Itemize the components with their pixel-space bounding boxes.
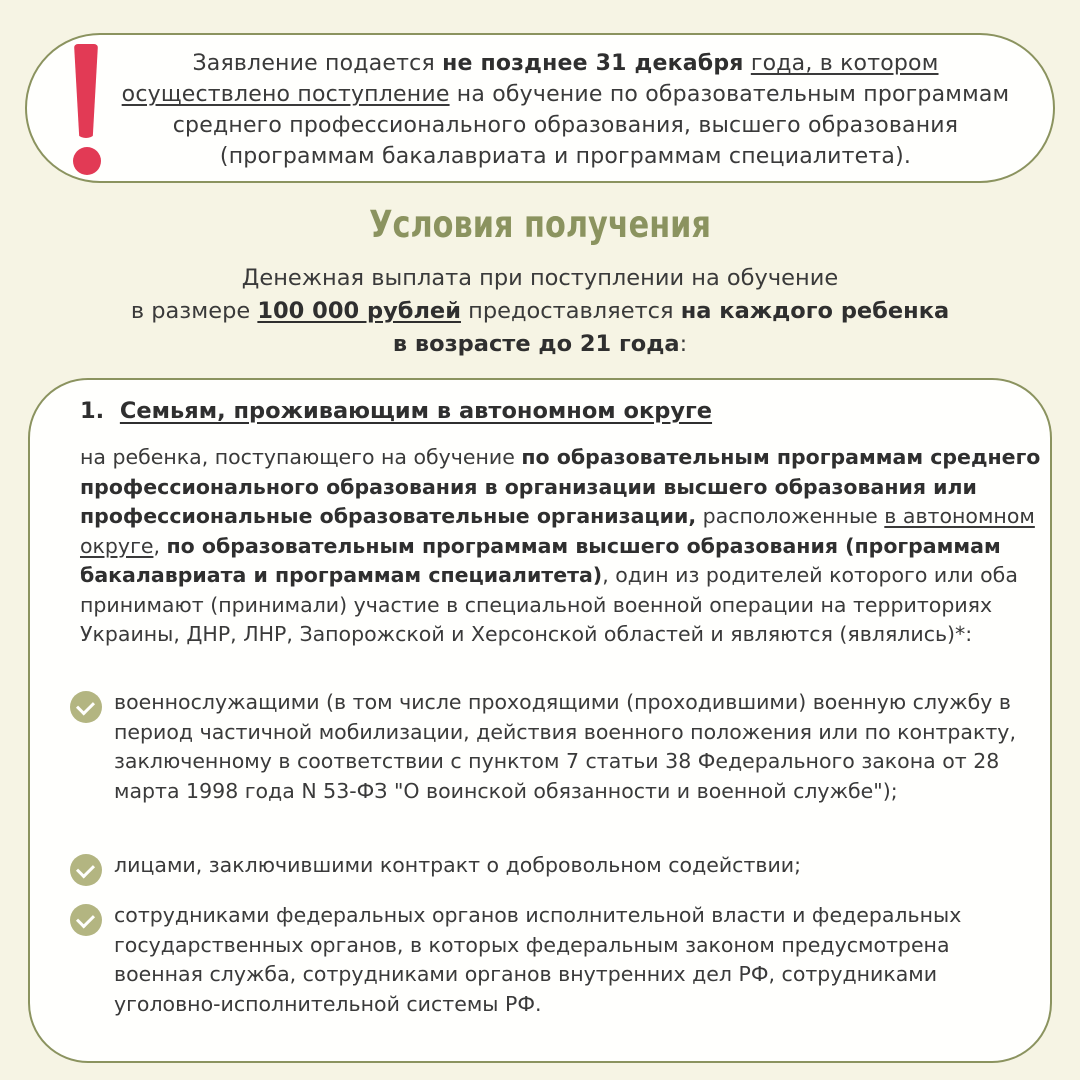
condition-title-text: Семьям, проживающим в автономном округе [119,398,713,424]
bullet-text: лицами, заключившими контракт о добровольном содействии; [114,853,802,877]
notice-deadline: не позднее 31 декабря [442,51,744,76]
intro-line1: Денежная выплата при поступлении на обучение [241,265,839,291]
section-heading: Условия получения [369,203,711,246]
intro-part: предоставляется [460,298,681,324]
bullet-text: военнослужащими (в том числе проходящими (проходившими) военную службу в период частичной мобилизации, действия военного положения или по контракту, заключенному в соответствии с пунктом 7 статьи 38 Федерального закона от 28 марта 1998 года N 53-ФЗ "О воинской обязанности и военной службе"); [114,690,1016,803]
condition-title [80,398,712,424]
check-circle-icon [70,904,102,936]
desc-part: , один из родителей которого или оба принимают (принимали) участие в специальной военной операции на территориях Украины, ДНР, ЛНР, Запорожской и Херсонской областей и являются (являлись)*: [80,563,1018,646]
desc-region: в автономном округе [80,504,1035,558]
exclamation-bar [74,44,98,138]
intro-amount: 100 000 рублей [257,298,461,324]
notice-rest: на обучение по образовательным программам среднего профессионального образования, высшего образования (программам бакалавриата и программам специалитета). [172,82,1010,169]
notice-text [108,48,1023,172]
condition-number: 1. [80,398,105,424]
notice-part: Заявление подается [192,51,443,76]
desc-part: , [153,533,167,558]
intro-age: в возрасте до 21 года [392,331,680,357]
exclamation-icon [70,44,106,174]
intro-part: в размере [130,298,258,324]
bullet-text: сотрудниками федеральных органов исполнительной власти и федеральных государственных органов, в которых федеральным законом предусмотрена военная служба, сотрудниками органов внутренних дел РФ, сотрудниками уголовно-исполнительной системы РФ. [114,903,962,1016]
intro-each-child: на каждого ребенка [680,298,950,324]
check-circle-icon [70,854,102,886]
notice-underlined: года, в котором осуществлено поступление [121,51,939,107]
intro-colon: : [679,331,688,357]
desc-programs: по образовательным программам среднего профессионального образования в организации высшего образования или профессиональные образовательные организации, [80,445,1041,528]
condition-description [80,443,1050,650]
desc-part: расположенные [696,504,885,528]
check-circle-icon [70,691,102,723]
intro-text [40,262,1040,361]
desc-part: на ребенка, поступающего на обучение [80,445,522,469]
exclamation-dot [73,147,101,175]
notice-space [744,51,751,76]
desc-higher-ed: по образовательным программам высшего образования (программам бакалавриата и программам специалитета) [80,533,1001,587]
